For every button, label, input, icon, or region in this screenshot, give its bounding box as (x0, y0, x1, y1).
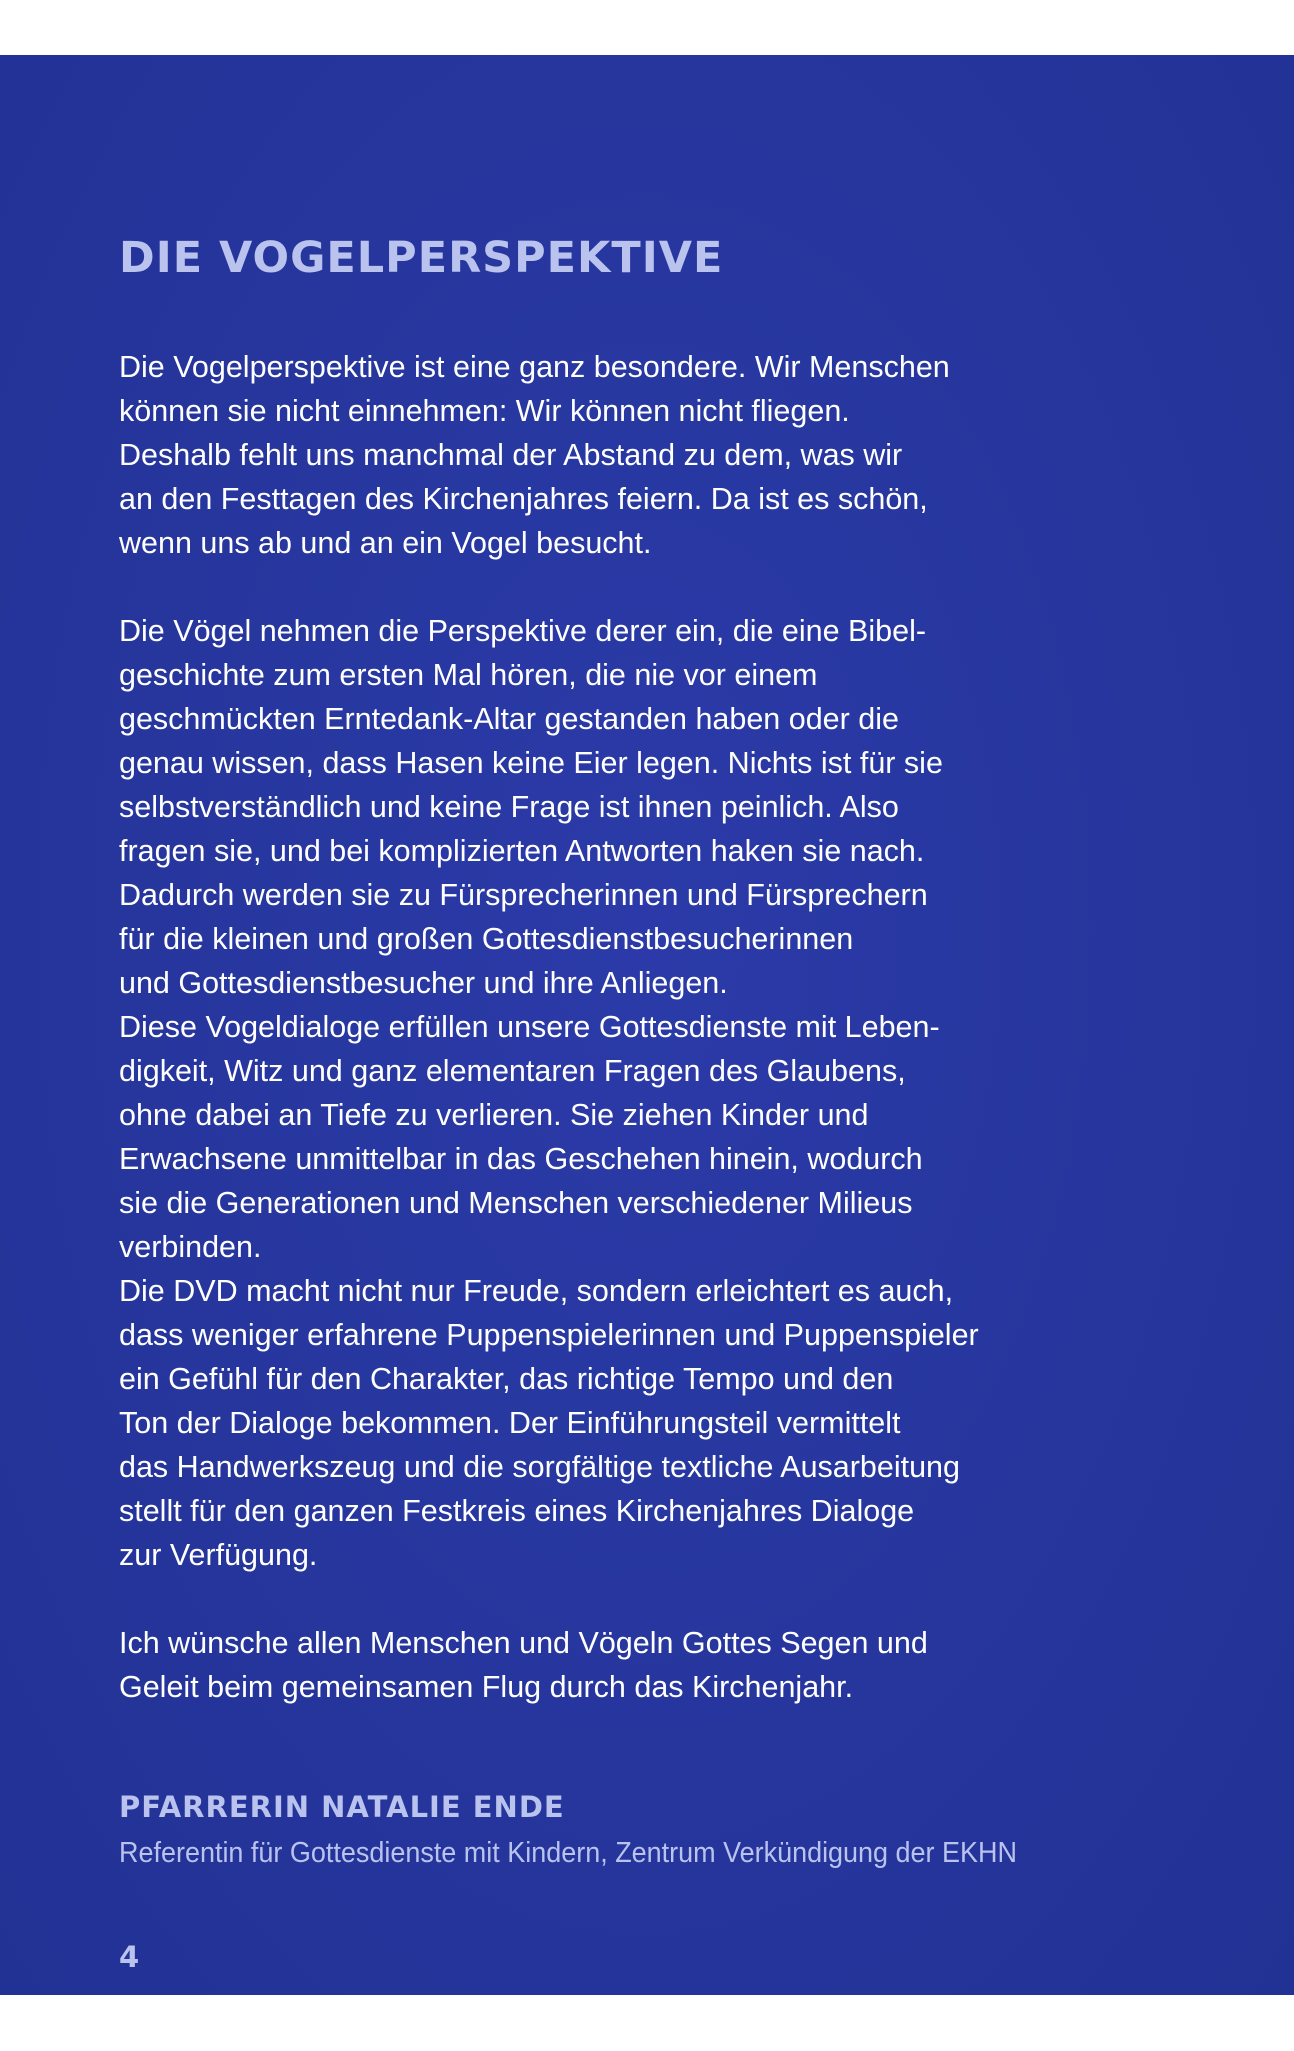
paragraph-gap (119, 1577, 1119, 1621)
text-line: Dadurch werden sie zu Fürsprecherinnen und Fürsprechern (119, 878, 928, 912)
text-line: ohne dabei an Tiefe zu verlieren. Sie ziehen Kinder und (119, 1098, 869, 1132)
text-line: verbinden. (119, 1230, 262, 1264)
page (0, 55, 1294, 1995)
paragraph (119, 609, 1119, 1577)
text-line: sie die Generationen und Menschen verschiedener Milieus (119, 1186, 913, 1220)
paragraph (119, 345, 1119, 565)
page-title: DIE VOGELPERSPEKTIVE (119, 233, 724, 283)
page-number: 4 (119, 1940, 140, 1974)
text-line: Erwachsene unmittelbar in das Geschehen hinein, wodurch (119, 1142, 923, 1176)
text-line: für die kleinen und großen Gottesdienstbesucherinnen (119, 922, 854, 956)
text-line: Deshalb fehlt uns manchmal der Abstand zu dem, was wir (119, 438, 903, 472)
text-line: geschichte zum ersten Mal hören, die nie vor einem (119, 658, 818, 692)
text-line: können sie nicht einnehmen: Wir können nicht fliegen. (119, 394, 850, 428)
text-line: Die Vogelperspektive ist eine ganz besondere. Wir Menschen (119, 350, 950, 384)
text-line: fragen sie, und bei komplizierten Antworten haken sie nach. (119, 834, 925, 868)
text-line: ein Gefühl für den Charakter, das richtige Tempo und den (119, 1362, 894, 1396)
text-line: das Handwerkszeug und die sorgfältige textliche Ausarbeitung (119, 1450, 960, 1484)
text-line: selbstverständlich und keine Frage ist ihnen peinlich. Also (119, 790, 899, 824)
text-line: Diese Vogeldialoge erfüllen unsere Gottesdienste mit Leben- (119, 1010, 940, 1044)
author-name: PFARRERIN NATALIE ENDE (119, 1790, 565, 1824)
text-line: Die Vögel nehmen die Perspektive derer ein, die eine Bibel- (119, 614, 927, 648)
text-line: Ich wünsche allen Menschen und Vögeln Gottes Segen und (119, 1626, 928, 1660)
text-line: und Gottesdienstbesucher und ihre Anliegen. (119, 966, 728, 1000)
text-line: geschmückten Erntedank-Altar gestanden haben oder die (119, 702, 899, 736)
text-line: dass weniger erfahrene Puppenspielerinnen und Puppenspieler (119, 1318, 979, 1352)
text-line: Die DVD macht nicht nur Freude, sondern erleichtert es auch, (119, 1274, 954, 1308)
text-line: wenn uns ab und an ein Vogel besucht. (119, 526, 652, 560)
text-line: digkeit, Witz und ganz elementaren Fragen des Glaubens, (119, 1054, 906, 1088)
author-role: Referentin für Gottesdienste mit Kindern, Zentrum Verkündigung der EKHN (119, 1837, 1017, 1869)
text-line: an den Festtagen des Kirchenjahres feiern. Da ist es schön, (119, 482, 928, 516)
text-line: Ton der Dialoge bekommen. Der Einführungsteil vermittelt (119, 1406, 901, 1440)
paragraph (119, 1621, 1119, 1709)
paragraph-gap (119, 565, 1119, 609)
text-line: genau wissen, dass Hasen keine Eier legen. Nichts ist für sie (119, 746, 943, 780)
text-line: Geleit beim gemeinsamen Flug durch das Kirchenjahr. (119, 1670, 854, 1704)
body-text (119, 345, 1119, 1709)
text-line: stellt für den ganzen Festkreis eines Kirchenjahres Dialoge (119, 1494, 915, 1528)
text-line: zur Verfügung. (119, 1538, 318, 1572)
